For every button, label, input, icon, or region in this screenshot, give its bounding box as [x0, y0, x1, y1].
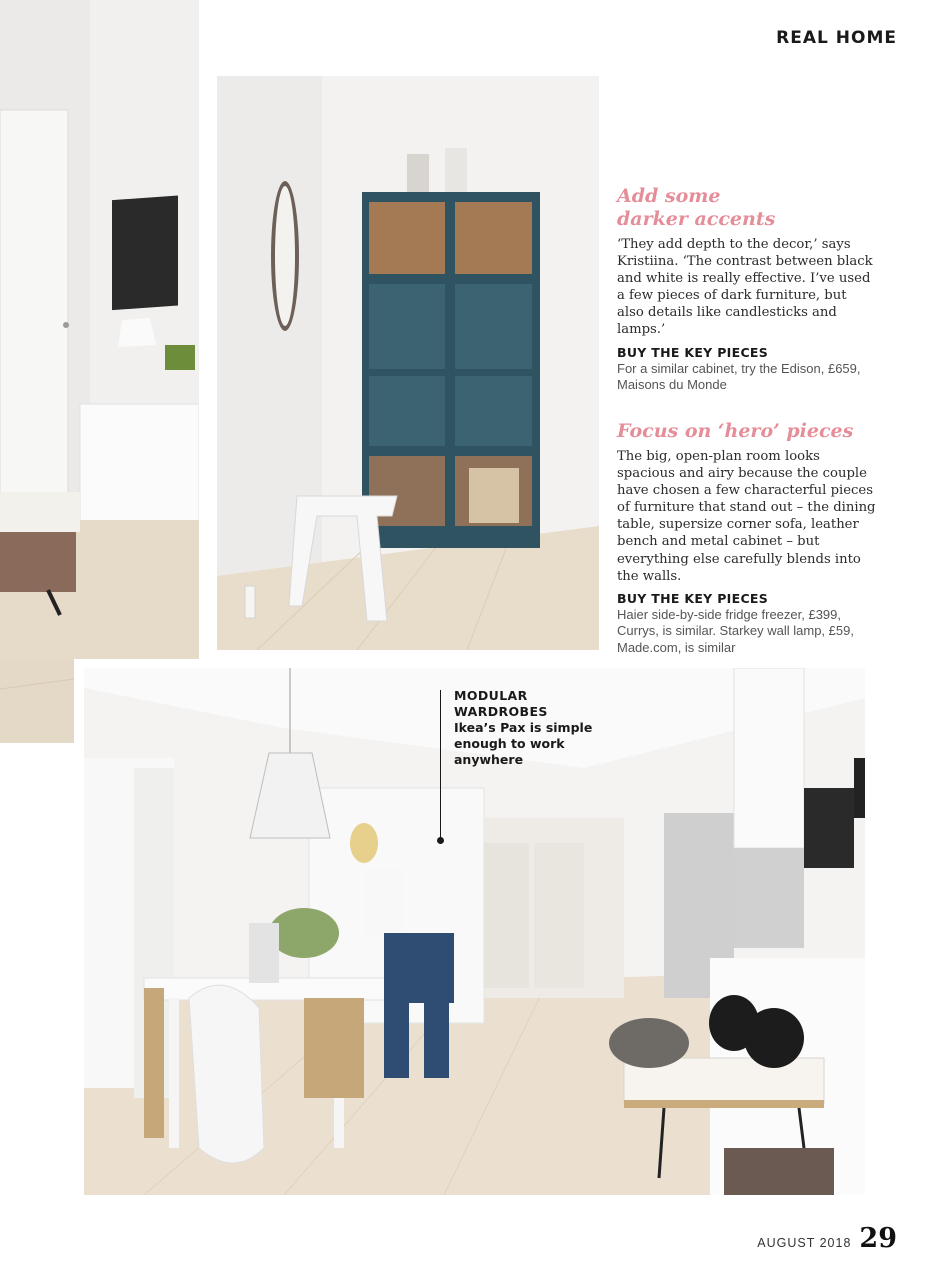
page-number: 29	[859, 1223, 897, 1254]
caption-pointer-dot	[437, 837, 444, 844]
living-room-photo	[0, 0, 199, 659]
buy-label: BUY THE KEY PIECES	[617, 344, 769, 360]
buy-label: BUY THE KEY PIECES	[617, 590, 769, 606]
buy-text: Haier side-by-side fridge freezer, £399, Currys, is similar. Starkey wall lamp, £59, Made.com, is similar	[617, 606, 854, 655]
tip-body: ‘They add depth to the decor,’ says Kristiina. ‘The contrast between black and white is really effective. I’ve used a few pieces of dark furniture, but also details like candlesticks and lamps.’	[617, 237, 873, 338]
caption-title-line1: MODULAR	[454, 688, 528, 703]
living-room-floor	[0, 659, 74, 743]
buy-text: For a similar cabinet, try the Edison, £659, Maisons du Monde	[617, 360, 861, 393]
photo-caption	[454, 688, 604, 768]
issue-date: AUGUST 2018	[757, 1236, 852, 1250]
section-label: REAL HOME	[776, 28, 897, 48]
cabinet-photo	[217, 76, 599, 650]
tip-hero-pieces	[617, 420, 877, 656]
caption-title-line2: WARDROBES	[454, 704, 548, 719]
tip-body: The big, open-plan room looks spacious and airy because the couple have chosen a few characterful pieces of furniture that stand out – the dining table, supersize corner sofa, leather bench and metal cabinet – but everything else carefully blends into the walls.	[617, 449, 876, 584]
tip-heading: Focus on ‘hero’ pieces	[617, 420, 854, 442]
tip-heading: Add some darker accents	[617, 185, 776, 230]
caption-pointer-line	[440, 690, 441, 840]
caption-text: Ikea’s Pax is simple enough to work anywhere	[454, 720, 593, 767]
tip-darker-accents	[617, 185, 877, 394]
page-footer	[757, 1223, 897, 1254]
